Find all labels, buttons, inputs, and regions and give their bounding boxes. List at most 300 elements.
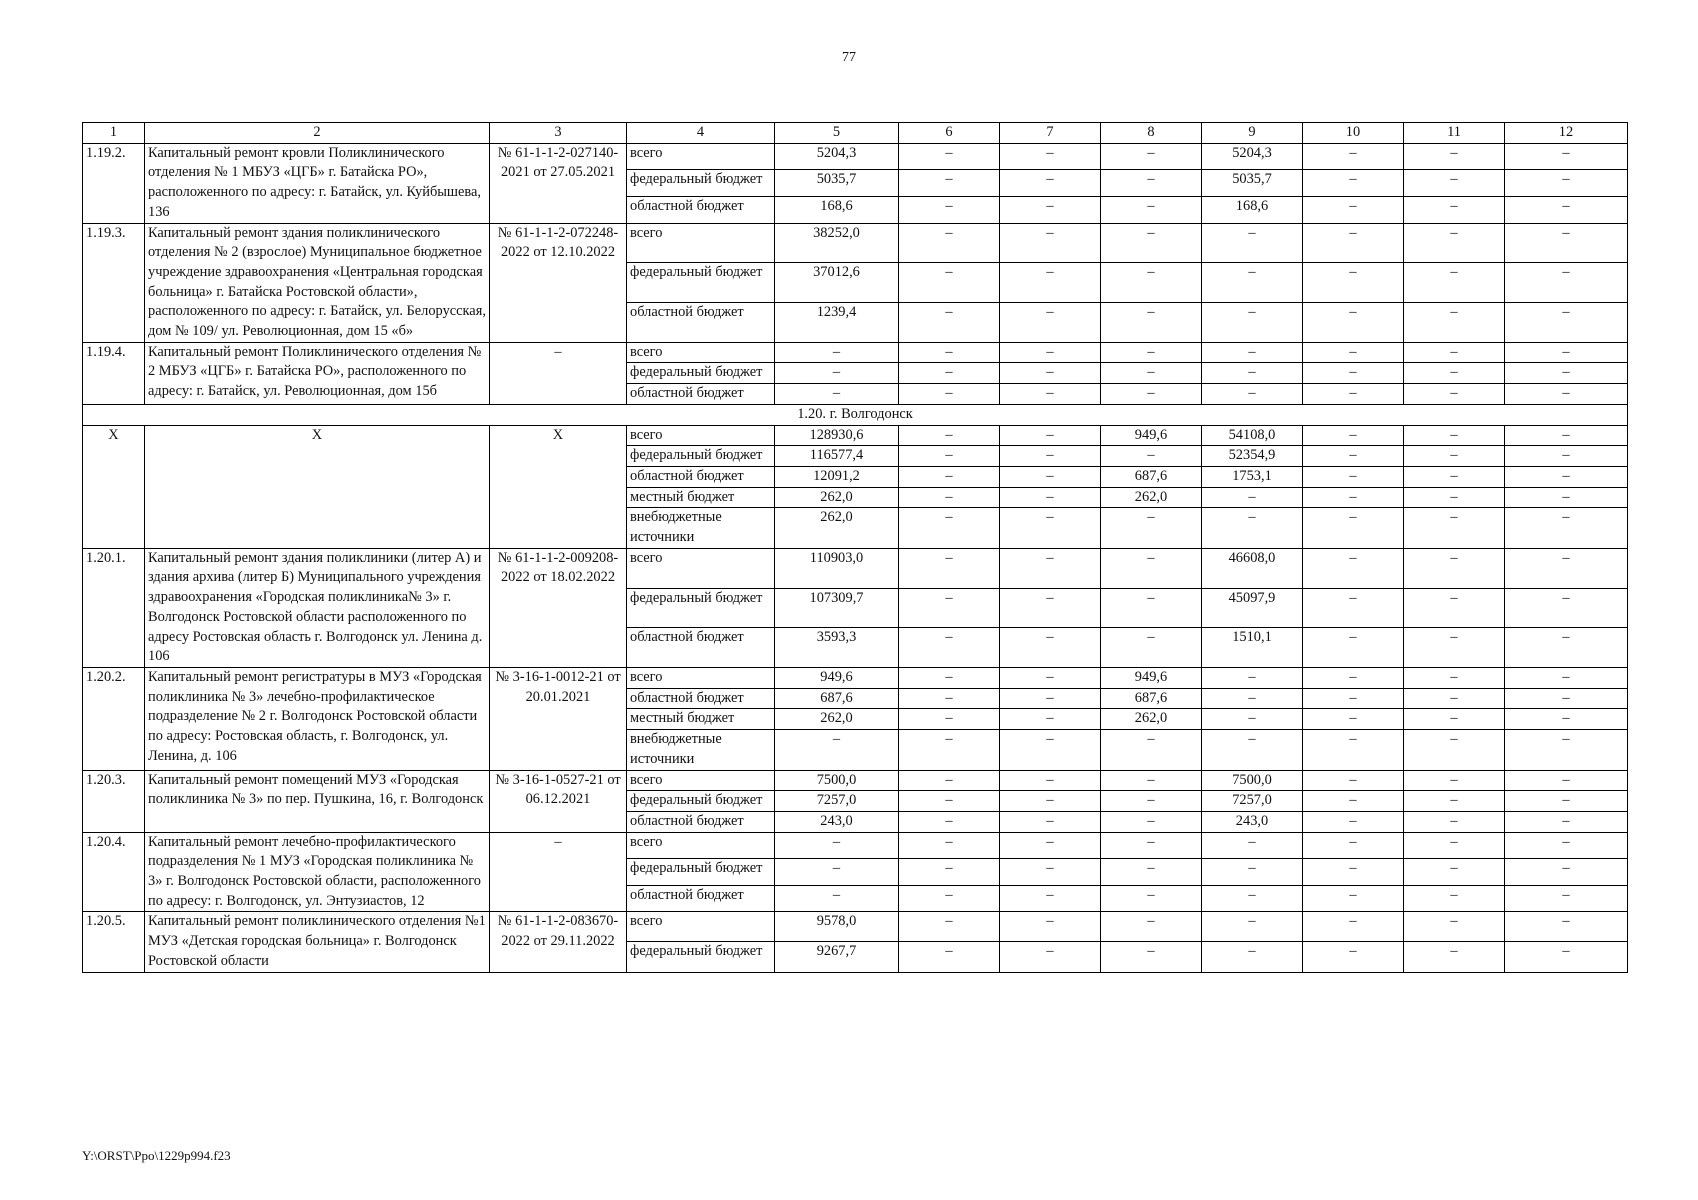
value-cell: 262,0	[775, 487, 899, 508]
value-cell: –	[899, 730, 1000, 770]
value-cell: –	[1202, 363, 1303, 384]
value-cell: –	[1101, 912, 1202, 942]
object-name: Капитальный ремонт лечебно-профилактического подразделения № 1 МУЗ «Городская поликлиника № 3» г. Волгодонск Ростовской области, расположенного по адресу: г. Волгодонск, ул. Энтузиастов, 12	[145, 832, 490, 912]
value-cell: –	[1000, 628, 1101, 668]
value-cell: –	[1505, 885, 1628, 912]
funding-source: федеральный бюджет	[627, 363, 775, 384]
value-cell: –	[1202, 942, 1303, 972]
value-cell: –	[1404, 811, 1505, 832]
value-cell: –	[1202, 912, 1303, 942]
value-cell: –	[775, 342, 899, 363]
table-body	[83, 123, 1628, 973]
value-cell: –	[1505, 425, 1628, 446]
value-cell: –	[1303, 263, 1404, 303]
value-cell: –	[1303, 942, 1404, 972]
funding-source: федеральный бюджет	[627, 263, 775, 303]
value-cell: –	[1303, 912, 1404, 942]
value-cell: –	[899, 487, 1000, 508]
value-cell: 110903,0	[775, 548, 899, 588]
value-cell: –	[1404, 508, 1505, 548]
value-cell: –	[899, 832, 1000, 859]
value-cell: –	[899, 384, 1000, 405]
value-cell: –	[1303, 730, 1404, 770]
value-cell: –	[1000, 487, 1101, 508]
funding-source: областной бюджет	[627, 885, 775, 912]
value-cell: –	[1505, 667, 1628, 688]
value-cell: –	[1202, 342, 1303, 363]
value-cell: 1510,1	[1202, 628, 1303, 668]
object-name: Капитальный ремонт поликлинического отделения №1 МУЗ «Детская городская больница» г. Волгодонск Ростовской области	[145, 912, 490, 972]
value-cell: –	[1404, 223, 1505, 263]
value-cell: –	[1000, 196, 1101, 223]
column-header: 12	[1505, 123, 1628, 144]
value-cell: –	[1202, 508, 1303, 548]
value-cell: –	[1505, 170, 1628, 197]
value-cell: –	[1404, 363, 1505, 384]
value-cell: –	[1303, 302, 1404, 342]
value-cell: –	[1303, 688, 1404, 709]
funding-source: федеральный бюджет	[627, 446, 775, 467]
value-cell: –	[1505, 548, 1628, 588]
value-cell: –	[1303, 628, 1404, 668]
value-cell: –	[1101, 384, 1202, 405]
value-cell: –	[899, 363, 1000, 384]
value-cell: –	[1505, 859, 1628, 886]
value-cell: –	[1505, 588, 1628, 628]
value-cell: –	[1202, 730, 1303, 770]
value-cell: –	[1303, 667, 1404, 688]
value-cell: –	[1303, 548, 1404, 588]
value-cell: –	[1000, 811, 1101, 832]
object-number: 1.20.4.	[83, 832, 145, 912]
value-cell: –	[1101, 588, 1202, 628]
object-name: Капитальный ремонт регистратуры в МУЗ «Городская поликлиника № 3» лечебно-профилактическое подразделение № 2 г. Волгодонск Ростовской области по адресу: Ростовская область, г. Волгодонск, ул. Ленина, д. 106	[145, 667, 490, 770]
value-cell: –	[899, 859, 1000, 886]
expertise-document: № 61-1-1-2-083670-2022 от 29.11.2022	[490, 912, 627, 972]
value-cell: –	[1303, 832, 1404, 859]
value-cell: 9267,7	[775, 942, 899, 972]
value-cell: 7500,0	[775, 770, 899, 791]
value-cell: –	[1303, 466, 1404, 487]
value-cell: –	[1101, 730, 1202, 770]
column-header: 7	[1000, 123, 1101, 144]
object-name: Капитальный ремонт кровли Поликлинического отделения № 1 МБУЗ «ЦГБ» г. Батайска РО», расположенного по адресу: г. Батайск, ул. Куйбышева, 136	[145, 143, 490, 223]
value-cell: –	[1505, 709, 1628, 730]
value-cell: –	[1000, 859, 1101, 886]
funding-source: областной бюджет	[627, 628, 775, 668]
value-cell: –	[1505, 912, 1628, 942]
value-cell: –	[1202, 384, 1303, 405]
value-cell: –	[1000, 170, 1101, 197]
value-cell: 37012,6	[775, 263, 899, 303]
funding-source: всего	[627, 223, 775, 263]
value-cell: –	[899, 709, 1000, 730]
value-cell: –	[1000, 446, 1101, 467]
value-cell: –	[1505, 791, 1628, 812]
value-cell: –	[1000, 342, 1101, 363]
value-cell: 949,6	[775, 667, 899, 688]
value-cell: –	[1101, 811, 1202, 832]
value-cell: 12091,2	[775, 466, 899, 487]
value-cell: –	[1505, 730, 1628, 770]
value-cell: –	[1505, 446, 1628, 467]
funding-source: всего	[627, 143, 775, 170]
value-cell: –	[899, 811, 1000, 832]
funding-source: внебюджетные источники	[627, 508, 775, 548]
object-number: 1.19.4.	[83, 342, 145, 404]
value-cell: –	[1303, 425, 1404, 446]
value-cell: –	[1505, 688, 1628, 709]
value-cell: –	[1303, 384, 1404, 405]
value-cell: 7500,0	[1202, 770, 1303, 791]
value-cell: –	[1303, 508, 1404, 548]
funding-source: всего	[627, 912, 775, 942]
value-cell: –	[1404, 912, 1505, 942]
value-cell: 168,6	[1202, 196, 1303, 223]
object-number: X	[83, 425, 145, 548]
value-cell: –	[1404, 832, 1505, 859]
value-cell: 3593,3	[775, 628, 899, 668]
value-cell: –	[1404, 688, 1505, 709]
object-number: 1.20.3.	[83, 770, 145, 832]
object-number: 1.20.2.	[83, 667, 145, 770]
value-cell: –	[899, 302, 1000, 342]
value-cell: –	[899, 143, 1000, 170]
value-cell: –	[1202, 709, 1303, 730]
value-cell: 38252,0	[775, 223, 899, 263]
value-cell: –	[1000, 667, 1101, 688]
object-number: 1.19.3.	[83, 223, 145, 342]
column-header: 1	[83, 123, 145, 144]
value-cell: –	[1303, 811, 1404, 832]
value-cell: –	[1101, 508, 1202, 548]
value-cell: –	[1404, 548, 1505, 588]
value-cell: –	[775, 384, 899, 405]
section-title: 1.20. г. Волгодонск	[83, 404, 1628, 425]
value-cell: 262,0	[775, 508, 899, 548]
value-cell: 1239,4	[775, 302, 899, 342]
value-cell: –	[1303, 885, 1404, 912]
value-cell: 46608,0	[1202, 548, 1303, 588]
object-name: Капитальный ремонт помещений МУЗ «Городская поликлиника № 3» по пер. Пушкина, 16, г. Волгодонск	[145, 770, 490, 832]
value-cell: –	[899, 223, 1000, 263]
value-cell: –	[1000, 885, 1101, 912]
table-row	[83, 223, 1628, 263]
column-header: 5	[775, 123, 899, 144]
value-cell: –	[1404, 446, 1505, 467]
value-cell: –	[1404, 342, 1505, 363]
value-cell: 5035,7	[775, 170, 899, 197]
funding-source: федеральный бюджет	[627, 170, 775, 197]
column-header: 8	[1101, 123, 1202, 144]
value-cell: –	[1101, 548, 1202, 588]
value-cell: –	[899, 196, 1000, 223]
value-cell: –	[1303, 363, 1404, 384]
object-name: Капитальный ремонт здания поликлинического отделения № 2 (взрослое) Муниципальное бюджетное учреждение здравоохранения «Центральная городская больница» г. Батайска Ростовской области», расположенного по адресу: г. Батайск, ул. Белорусская, дом № 109/ ул. Революционная, дом 15 «б»	[145, 223, 490, 342]
column-header: 4	[627, 123, 775, 144]
value-cell: –	[899, 628, 1000, 668]
value-cell: –	[1303, 487, 1404, 508]
value-cell: –	[1303, 770, 1404, 791]
value-cell: 168,6	[775, 196, 899, 223]
value-cell: –	[1505, 342, 1628, 363]
value-cell: –	[1404, 487, 1505, 508]
value-cell: –	[775, 885, 899, 912]
value-cell: –	[899, 912, 1000, 942]
value-cell: –	[899, 770, 1000, 791]
value-cell: –	[899, 263, 1000, 303]
value-cell: –	[1000, 688, 1101, 709]
value-cell: –	[1505, 223, 1628, 263]
value-cell: 9578,0	[775, 912, 899, 942]
value-cell: –	[1000, 263, 1101, 303]
value-cell: –	[1202, 832, 1303, 859]
value-cell: 243,0	[1202, 811, 1303, 832]
value-cell: –	[1404, 143, 1505, 170]
table-row	[83, 832, 1628, 859]
value-cell: –	[1404, 466, 1505, 487]
expertise-document: № 3-16-1-0527-21 от 06.12.2021	[490, 770, 627, 832]
funding-source: всего	[627, 832, 775, 859]
page-number: 77	[842, 50, 856, 65]
value-cell: –	[1505, 363, 1628, 384]
value-cell: 687,6	[1101, 466, 1202, 487]
value-cell: –	[1505, 628, 1628, 668]
value-cell: –	[1101, 770, 1202, 791]
value-cell: –	[1101, 832, 1202, 859]
value-cell: –	[1303, 859, 1404, 886]
object-name: Капитальный ремонт Поликлинического отделения № 2 МБУЗ «ЦГБ» г. Батайска РО», расположенного по адресу: г. Батайск, ул. Революционная, дом 15б	[145, 342, 490, 404]
column-header: 2	[145, 123, 490, 144]
value-cell: –	[1101, 859, 1202, 886]
value-cell: 243,0	[775, 811, 899, 832]
value-cell: –	[1000, 425, 1101, 446]
value-cell: –	[1101, 143, 1202, 170]
value-cell: –	[1404, 628, 1505, 668]
column-header: 3	[490, 123, 627, 144]
value-cell: –	[1202, 487, 1303, 508]
value-cell: –	[1404, 263, 1505, 303]
expertise-document: № 61-1-1-2-027140-2021 от 27.05.2021	[490, 143, 627, 223]
value-cell: –	[1202, 688, 1303, 709]
table-row	[83, 667, 1628, 688]
value-cell: –	[1404, 667, 1505, 688]
funding-source: федеральный бюджет	[627, 791, 775, 812]
table-row	[83, 425, 1628, 446]
value-cell: 5035,7	[1202, 170, 1303, 197]
value-cell: –	[1101, 791, 1202, 812]
funding-source: всего	[627, 425, 775, 446]
value-cell: –	[1404, 425, 1505, 446]
value-cell: –	[1101, 302, 1202, 342]
funding-source: федеральный бюджет	[627, 859, 775, 886]
value-cell: –	[1505, 811, 1628, 832]
funding-source: всего	[627, 548, 775, 588]
value-cell: –	[1101, 885, 1202, 912]
funding-source: всего	[627, 342, 775, 363]
value-cell: –	[1101, 196, 1202, 223]
value-cell: –	[1303, 446, 1404, 467]
value-cell: 107309,7	[775, 588, 899, 628]
funding-source: местный бюджет	[627, 487, 775, 508]
value-cell: –	[1000, 466, 1101, 487]
value-cell: 7257,0	[1202, 791, 1303, 812]
value-cell: –	[899, 170, 1000, 197]
object-name: X	[145, 425, 490, 548]
value-cell: –	[899, 942, 1000, 972]
value-cell: –	[1303, 143, 1404, 170]
value-cell: 5204,3	[1202, 143, 1303, 170]
value-cell: –	[1404, 791, 1505, 812]
value-cell: –	[899, 688, 1000, 709]
value-cell: –	[1303, 223, 1404, 263]
value-cell: –	[1505, 143, 1628, 170]
funding-source: всего	[627, 667, 775, 688]
value-cell: –	[1505, 942, 1628, 972]
object-number: 1.19.2.	[83, 143, 145, 223]
value-cell: 949,6	[1101, 425, 1202, 446]
table-row	[83, 342, 1628, 363]
value-cell: –	[1202, 263, 1303, 303]
value-cell: –	[1000, 791, 1101, 812]
value-cell: –	[1404, 170, 1505, 197]
table-row	[83, 770, 1628, 791]
column-header: 10	[1303, 123, 1404, 144]
table-row	[83, 143, 1628, 170]
value-cell: –	[1000, 548, 1101, 588]
value-cell: –	[1404, 709, 1505, 730]
funding-source: областной бюджет	[627, 811, 775, 832]
value-cell: –	[1000, 709, 1101, 730]
value-cell: –	[899, 588, 1000, 628]
value-cell: –	[899, 446, 1000, 467]
expertise-document: –	[490, 342, 627, 404]
expertise-document: –	[490, 832, 627, 912]
value-cell: –	[1505, 466, 1628, 487]
value-cell: –	[1404, 885, 1505, 912]
value-cell: –	[899, 885, 1000, 912]
value-cell: –	[899, 667, 1000, 688]
value-cell: –	[1000, 508, 1101, 548]
funding-source: областной бюджет	[627, 384, 775, 405]
value-cell: –	[899, 466, 1000, 487]
value-cell: 45097,9	[1202, 588, 1303, 628]
funding-source: областной бюджет	[627, 466, 775, 487]
value-cell: –	[1202, 859, 1303, 886]
value-cell: –	[1505, 487, 1628, 508]
value-cell: –	[1202, 667, 1303, 688]
funding-source: областной бюджет	[627, 302, 775, 342]
expertise-document: № 61-1-1-2-072248-2022 от 12.10.2022	[490, 223, 627, 342]
value-cell: –	[1303, 196, 1404, 223]
value-cell: 949,6	[1101, 667, 1202, 688]
value-cell: –	[1101, 263, 1202, 303]
value-cell: –	[775, 859, 899, 886]
value-cell: –	[1101, 628, 1202, 668]
header-row	[83, 123, 1628, 144]
value-cell: –	[1000, 143, 1101, 170]
value-cell: –	[1000, 770, 1101, 791]
value-cell: 54108,0	[1202, 425, 1303, 446]
value-cell: –	[1000, 384, 1101, 405]
funding-source: областной бюджет	[627, 196, 775, 223]
funding-source: федеральный бюджет	[627, 588, 775, 628]
value-cell: –	[1101, 942, 1202, 972]
value-cell: –	[1404, 770, 1505, 791]
value-cell: 1753,1	[1202, 466, 1303, 487]
expertise-document: № 3-16-1-0012-21 от 20.01.2021	[490, 667, 627, 770]
value-cell: 5204,3	[775, 143, 899, 170]
value-cell: –	[1404, 302, 1505, 342]
funding-source: местный бюджет	[627, 709, 775, 730]
table-row	[83, 548, 1628, 588]
value-cell: 262,0	[1101, 487, 1202, 508]
value-cell: –	[1303, 709, 1404, 730]
value-cell: 262,0	[775, 709, 899, 730]
value-cell: –	[899, 342, 1000, 363]
value-cell: –	[1505, 196, 1628, 223]
value-cell: –	[775, 730, 899, 770]
value-cell: –	[1303, 170, 1404, 197]
value-cell: –	[1404, 384, 1505, 405]
section-row	[83, 404, 1628, 425]
value-cell: –	[1000, 942, 1101, 972]
expertise-document: № 61-1-1-2-009208-2022 от 18.02.2022	[490, 548, 627, 667]
value-cell: 116577,4	[775, 446, 899, 467]
funding-source: всего	[627, 770, 775, 791]
value-cell: –	[1101, 446, 1202, 467]
value-cell: –	[1101, 363, 1202, 384]
value-cell: –	[1000, 912, 1101, 942]
value-cell: –	[1505, 832, 1628, 859]
value-cell: –	[1000, 832, 1101, 859]
value-cell: 262,0	[1101, 709, 1202, 730]
value-cell: –	[1303, 791, 1404, 812]
value-cell: –	[1101, 223, 1202, 263]
value-cell: –	[1000, 223, 1101, 263]
table-row	[83, 912, 1628, 942]
value-cell: –	[899, 548, 1000, 588]
value-cell: –	[775, 363, 899, 384]
funding-source: внебюджетные источники	[627, 730, 775, 770]
object-number: 1.20.5.	[83, 912, 145, 972]
value-cell: –	[1505, 384, 1628, 405]
value-cell: –	[899, 425, 1000, 446]
value-cell: –	[1000, 588, 1101, 628]
expertise-document: X	[490, 425, 627, 548]
value-cell: –	[1505, 770, 1628, 791]
value-cell: –	[1101, 342, 1202, 363]
value-cell: –	[1000, 730, 1101, 770]
value-cell: –	[1505, 302, 1628, 342]
value-cell: –	[1404, 196, 1505, 223]
value-cell: –	[899, 791, 1000, 812]
value-cell: –	[1202, 302, 1303, 342]
footer-file-path: Y:\ORST\Ppo\1229p994.f23	[82, 1148, 231, 1163]
value-cell: –	[1404, 859, 1505, 886]
column-header: 11	[1404, 123, 1505, 144]
budget-table	[82, 122, 1628, 973]
value-cell: –	[899, 508, 1000, 548]
value-cell: –	[1404, 730, 1505, 770]
value-cell: –	[1202, 223, 1303, 263]
object-name: Капитальный ремонт здания поликлиники (литер А) и здания архива (литер Б) Муниципального учреждения здравоохранения «Городская поликлиника№ 3» г. Волгодонск Ростовской области расположенного по адресу Ростовская область г. Волгодонск ул. Ленина д. 106	[145, 548, 490, 667]
value-cell: –	[1404, 942, 1505, 972]
value-cell: –	[775, 832, 899, 859]
funding-source: областной бюджет	[627, 688, 775, 709]
value-cell: 7257,0	[775, 791, 899, 812]
value-cell: –	[1505, 263, 1628, 303]
